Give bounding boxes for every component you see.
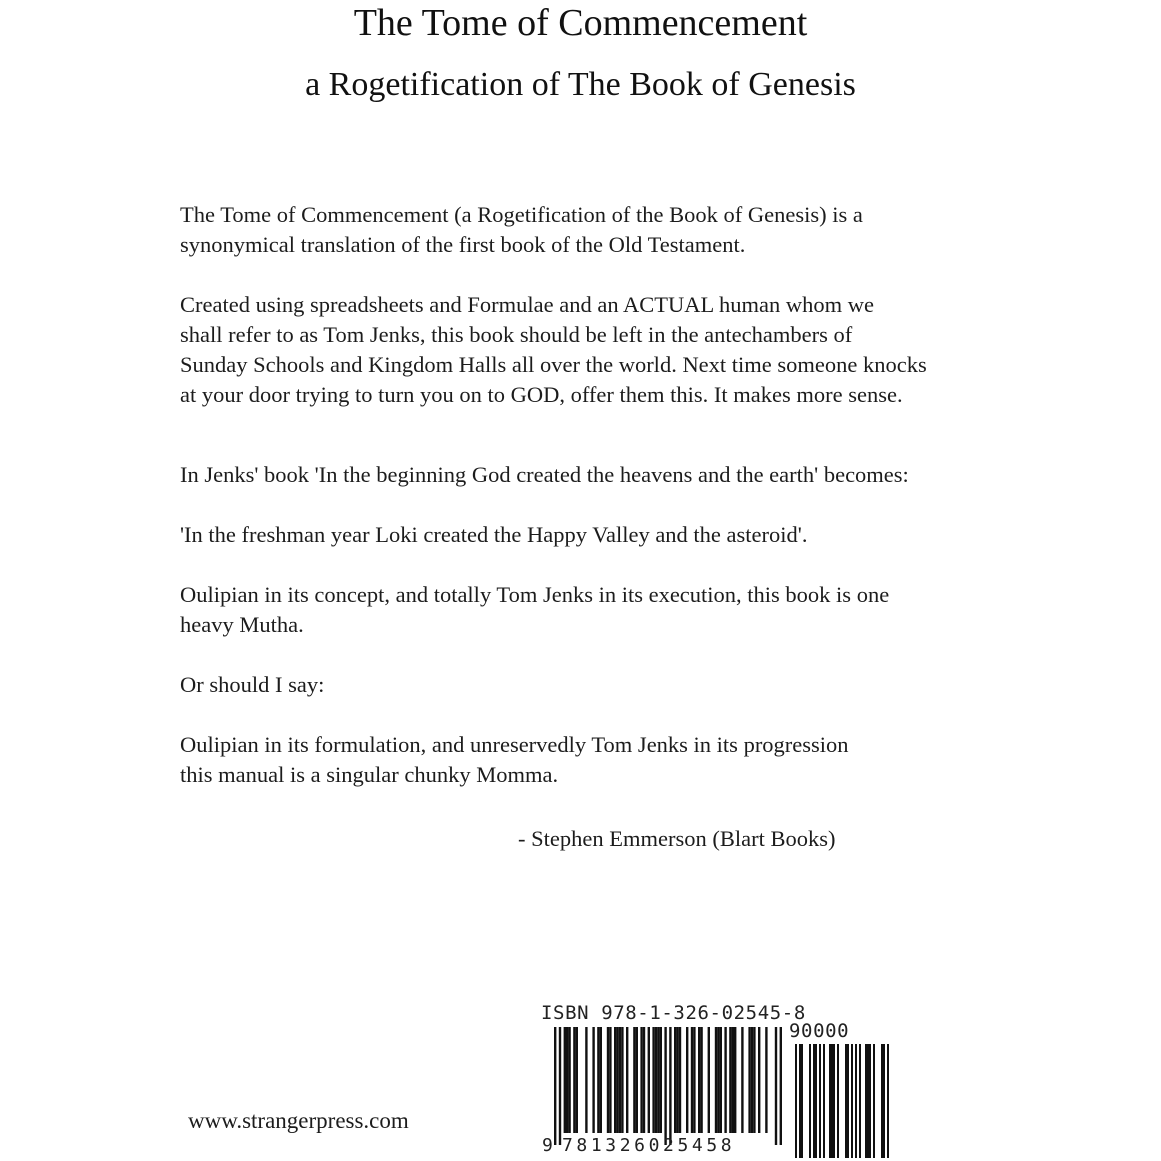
barcode-digits: 781326025458 [562, 1135, 736, 1156]
barcode-bar [660, 1027, 662, 1133]
barcode-bar [619, 1027, 621, 1133]
barcode-bar [640, 1027, 642, 1133]
barcode-bar [585, 1027, 587, 1133]
barcode-bar [657, 1027, 659, 1133]
barcode-bar [676, 1027, 678, 1133]
barcode-bar [732, 1027, 734, 1133]
addon-bar [881, 1044, 883, 1158]
barcode-bar [669, 1027, 671, 1145]
addon-bar [829, 1044, 831, 1158]
barcode-bar [607, 1027, 609, 1133]
barcode-bar [616, 1027, 618, 1133]
barcode-bar [693, 1027, 695, 1133]
barcode-bar [753, 1027, 755, 1133]
barcode-bar [636, 1027, 638, 1133]
barcode-bar [568, 1027, 570, 1133]
barcode-bar [621, 1027, 623, 1133]
barcode-bar [708, 1027, 710, 1133]
barcode-bar [564, 1027, 566, 1133]
addon-bar [873, 1044, 875, 1158]
barcode-bar [691, 1027, 693, 1133]
addon-bar [855, 1044, 857, 1158]
barcode-bar [775, 1027, 777, 1145]
addon-bar [837, 1044, 839, 1158]
addon-bar [823, 1044, 825, 1158]
barcode-bar [592, 1027, 594, 1133]
barcode-bar [664, 1027, 666, 1145]
barcode-bar [626, 1027, 628, 1133]
blurb-paragraph: Or should I say: [180, 672, 325, 697]
barcode-bar [758, 1027, 760, 1133]
addon-bar [813, 1044, 815, 1158]
barcode-bar [748, 1027, 750, 1133]
barcode-bar [717, 1027, 719, 1133]
barcode-bar [674, 1027, 676, 1133]
blurb-paragraph: Oulipian in its concept, and totally Tom Jenks in its execution, this book is one heavy Mutha. [180, 582, 890, 637]
barcode-bar [700, 1027, 702, 1133]
barcode-bar [573, 1027, 575, 1133]
addon-bar [799, 1044, 801, 1158]
addon-bar [869, 1044, 871, 1158]
addon-bar [819, 1044, 821, 1158]
barcode-bar [751, 1027, 753, 1133]
addon-bar [847, 1044, 849, 1158]
barcode-bar [679, 1027, 681, 1133]
barcode-bar [686, 1027, 688, 1133]
barcode-bar [614, 1027, 616, 1133]
barcode-bar [715, 1027, 717, 1133]
barcode-bar [780, 1027, 782, 1145]
barcode-bar [554, 1027, 556, 1145]
barcode-bar [648, 1027, 650, 1133]
book-title: The Tome of Commencement [353, 2, 808, 44]
blurb-paragraph: 'In the freshman year Loki created the Happy Valley and the asteroid'. [180, 522, 808, 547]
barcode-bar [559, 1027, 561, 1145]
addon-bar [887, 1044, 889, 1158]
book-subtitle: a Rogetification of The Book of Genesis [305, 66, 856, 103]
barcode-bar [734, 1027, 736, 1133]
addon-bar [845, 1044, 847, 1158]
blurb-paragraph: The Tome of Commencement (a Rogetification of the Book of Genesis) is a synonymical translation of the first book of the Old Testament. [180, 202, 863, 257]
barcode-bar [741, 1027, 743, 1133]
addon-bar [865, 1044, 867, 1158]
barcode-bar [724, 1027, 726, 1133]
barcode-bar [655, 1027, 657, 1133]
barcode-bar [643, 1027, 645, 1133]
barcode-bar [576, 1027, 578, 1133]
addon-bar [801, 1044, 803, 1158]
barcode-bar [609, 1027, 611, 1133]
blurb-paragraph: In Jenks' book 'In the beginning God created the heavens and the earth' becomes: [180, 462, 909, 487]
barcode-bar [600, 1027, 602, 1133]
addon-bar [831, 1044, 833, 1158]
barcode-bar [597, 1027, 599, 1133]
blurb-text [180, 200, 1010, 820]
addon-bar [883, 1044, 885, 1158]
blurb-paragraph: Created using spreadsheets and Formulae and an ACTUAL human whom we shall refer to as Tom Jenks, this book should be left in the antechambers of Sunday Schools and Kingdom Halls all over the world. Next time someone knocks at your door trying to turn you on to GOD, offer them this. It makes more sense. [180, 292, 927, 407]
barcode-bar [652, 1027, 654, 1133]
addon-bar [795, 1044, 797, 1158]
barcode-bar [566, 1027, 568, 1133]
addon-bar [815, 1044, 817, 1158]
addon-bar [809, 1044, 811, 1158]
blurb-paragraph: Oulipian in its formulation, and unreservedly Tom Jenks in its progression this manual is a singular chunky Momma. [180, 732, 849, 787]
isbn-barcode [540, 1002, 908, 1161]
barcode-lead-digit: 9 [542, 1135, 553, 1156]
addon-bar [859, 1044, 861, 1158]
publisher-website: www.strangerpress.com [188, 1108, 409, 1133]
addon-bar [867, 1044, 869, 1158]
addon-bar [851, 1044, 853, 1158]
barcode-bar [729, 1027, 731, 1133]
price-code: 90000 [789, 1020, 850, 1042]
isbn-label: ISBN 978-1-326-02545-8 [541, 1002, 806, 1024]
addon-bar [833, 1044, 835, 1158]
barcode-bar [720, 1027, 722, 1133]
barcode-bar [765, 1027, 767, 1133]
barcode-bar [698, 1027, 700, 1133]
barcode-bar [633, 1027, 635, 1133]
blurb-attribution: - Stephen Emmerson (Blart Books) [518, 826, 836, 851]
